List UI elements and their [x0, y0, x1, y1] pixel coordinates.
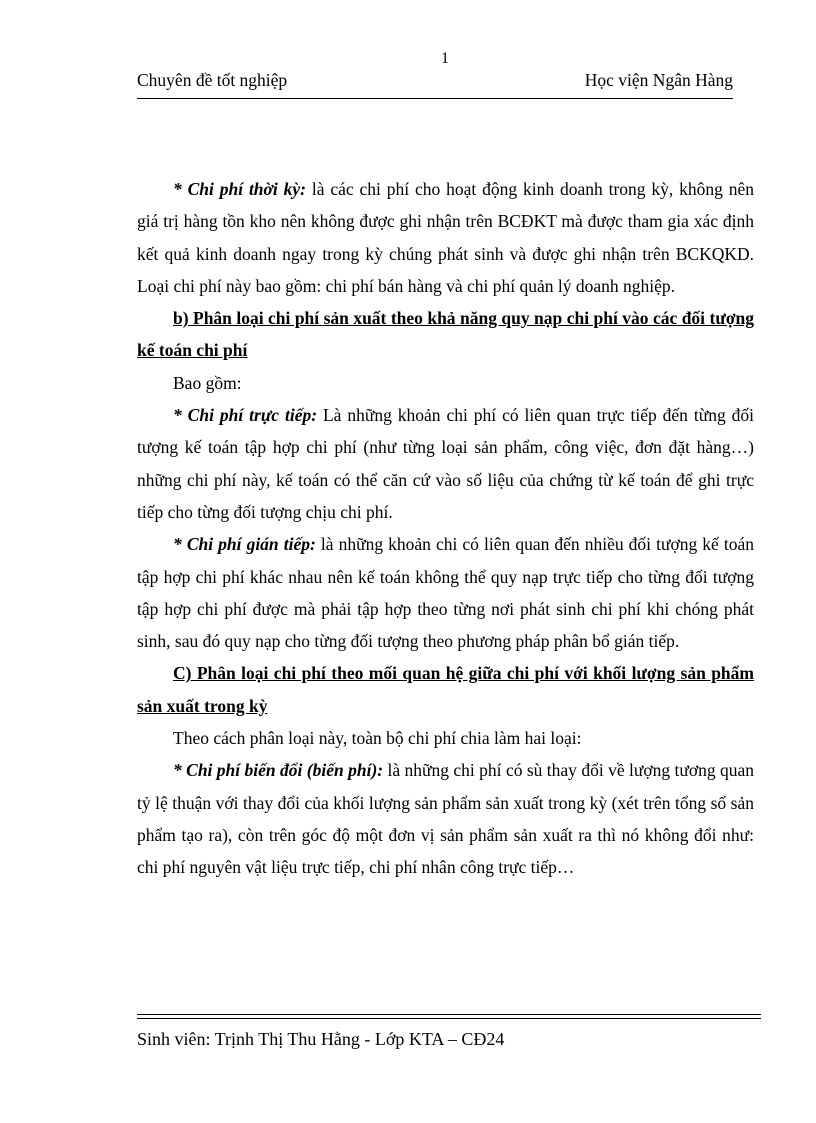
paragraph-period-cost: [137, 173, 754, 302]
header-institution: Học viện Ngân Hàng: [584, 70, 733, 90]
footer-divider: [137, 1018, 761, 1019]
paragraph-indirect-cost: [137, 528, 754, 657]
page-footer: Sinh viên: Trịnh Thị Thu Hằng - Lớp KTA – CĐ24: [137, 1029, 505, 1049]
header-title: Chuyên đề tốt nghiệp: [137, 70, 288, 90]
document-body: [137, 173, 754, 884]
paragraph-direct-cost: [137, 399, 754, 528]
section-heading-c: C) Phân loại chi phí theo mối quan hệ giữa chi phí với khối lượng sản phẩm sản xuất trong kỳ: [137, 663, 754, 716]
paragraph-variable-cost: [137, 754, 754, 883]
paragraph-text: là những khoản chi có liên quan đến nhiều đối tượng kế toán tập hợp chi phí khác nhau nên kế toán không thể quy nạp trực tiếp cho từng đối tượng tập hợp chi phí được mà phải tập hợp theo từng nơi phát sinh chi phí khi chóng phát sinh, sau đó quy nạp cho từng đối tượng theo phương pháp phân bổ gián tiếp.: [137, 534, 755, 652]
paragraph-text: Là những khoản chi phí có liên quan trực tiếp đến từng đối tượng kế toán tập hợp chi phí (như từng loại sản phẩm, công việc, đơn đặt hàng…) những chi phí này, kế toán có thể căn cứ vào số liệu của chứng từ kế toán để ghi trực tiếp cho từng đối tượng chịu chi phí.: [137, 405, 754, 522]
term-label: * Chi phí biến đổi (biến phí):: [173, 760, 384, 781]
term-label: * Chi phí gián tiếp:: [173, 534, 316, 555]
page-number: 1: [441, 50, 449, 67]
footer-divider: [137, 1014, 761, 1015]
section-heading-b: b) Phân loại chi phí sản xuất theo khả năng quy nạp chi phí vào các đối tượng kế toán chi phí: [137, 308, 754, 361]
paragraph-text: là các chi phí cho hoạt động kinh doanh trong kỳ, không nên giá trị hàng tồn kho nên không được ghi nhận trên BCĐKT mà được tham gia xác định kết quả kinh doanh ngay trong kỳ chúng phát sinh và được ghi nhận trên BCKQKD. Loại chi phí này bao gồm: chi phí bán hàng và chi phí quản lý doanh nghiệp.: [137, 179, 755, 296]
page-header: [137, 70, 733, 99]
term-label: * Chi phí thời kỳ:: [173, 179, 307, 199]
term-label: * Chi phí trực tiếp:: [173, 405, 318, 426]
paragraph-includes: Bao gồm:: [173, 372, 242, 393]
paragraph-text: là những chi phí có sù thay đổi về lượng tương quan tỷ lệ thuận với thay đổi của khối lượng sản phẩm sản xuất trong kỳ (xét trên tổng số sản phẩm tạo ra), còn trên góc độ một đơn vị sản phẩm sản xuất ra thì nó không đổi như: chi phí nguyên vật liệu trực tiếp, chi phí nhân công trực tiếp…: [137, 760, 754, 878]
paragraph-classification: Theo cách phân loại này, toàn bộ chi phí chia làm hai loại:: [173, 728, 582, 749]
